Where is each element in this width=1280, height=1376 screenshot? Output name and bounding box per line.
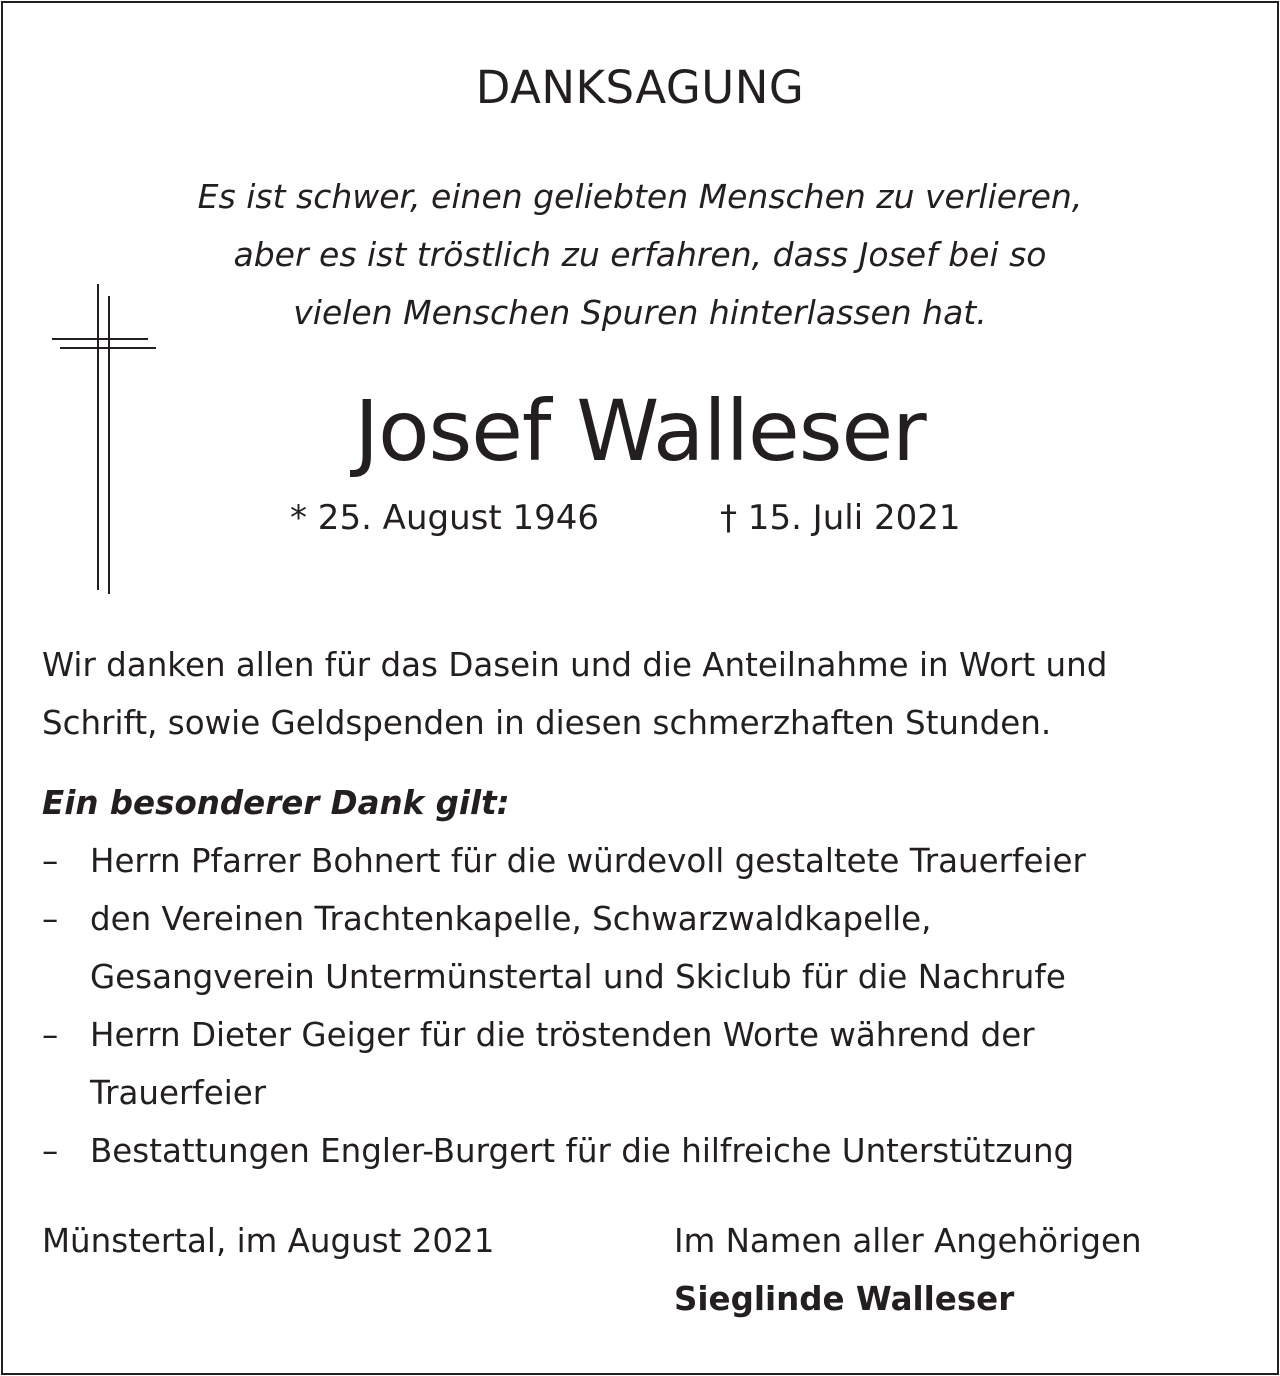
list-item — [42, 832, 1252, 890]
list-dash: – — [42, 842, 59, 880]
signature-block — [674, 1212, 1142, 1328]
list-item — [42, 1122, 1252, 1180]
thanks-line: Wir danken allen für das Dasein und die Anteilnahme in Wort und — [42, 646, 1108, 684]
deceased-name: Josef Walleser — [354, 382, 926, 480]
list-item — [42, 890, 1252, 1006]
list-item-text: Trauerfeier — [90, 1074, 267, 1112]
list-item-text: den Vereinen Trachtenkapelle, Schwarzwaldkapelle, — [90, 900, 932, 938]
thanks-paragraph — [42, 636, 1252, 752]
quote-line: vielen Menschen Spuren hinterlassen hat. — [293, 293, 987, 332]
notice-heading: DANKSAGUNG — [475, 61, 805, 114]
birth-date: * 25. August 1946 — [290, 498, 600, 538]
list-item-text: Gesangverein Untermünstertal und Skiclub für die Nachrufe — [90, 958, 1066, 996]
special-thanks-title: Ein besonderer Dank gilt: — [42, 784, 510, 822]
quote-line: aber es ist tröstlich zu erfahren, dass Josef bei so — [233, 235, 1047, 274]
list-dash: – — [42, 1016, 59, 1054]
thanks-line: Schrift, sowie Geldspenden in diesen schmerzhaften Stunden. — [42, 704, 1052, 742]
list-dash: – — [42, 900, 59, 938]
list-item-text: Herrn Dieter Geiger für die tröstenden Worte während der — [90, 1016, 1035, 1054]
death-date: † 15. Juli 2021 — [720, 498, 961, 538]
place-date: Münstertal, im August 2021 — [42, 1222, 495, 1260]
quote-block — [0, 168, 1280, 342]
special-thanks-list — [42, 832, 1252, 1180]
on-behalf-text: Im Namen aller Angehörigen — [674, 1222, 1142, 1260]
list-item-text: Herrn Pfarrer Bohnert für die würdevoll gestaltete Trauerfeier — [90, 842, 1086, 880]
list-dash: – — [42, 1132, 59, 1170]
signer-name: Sieglinde Walleser — [674, 1280, 1015, 1318]
quote-line: Es ist schwer, einen geliebten Menschen zu verlieren, — [197, 177, 1083, 216]
list-item — [42, 1006, 1252, 1122]
list-item-text: Bestattungen Engler-Burgert für die hilfreiche Unterstützung — [90, 1132, 1075, 1170]
